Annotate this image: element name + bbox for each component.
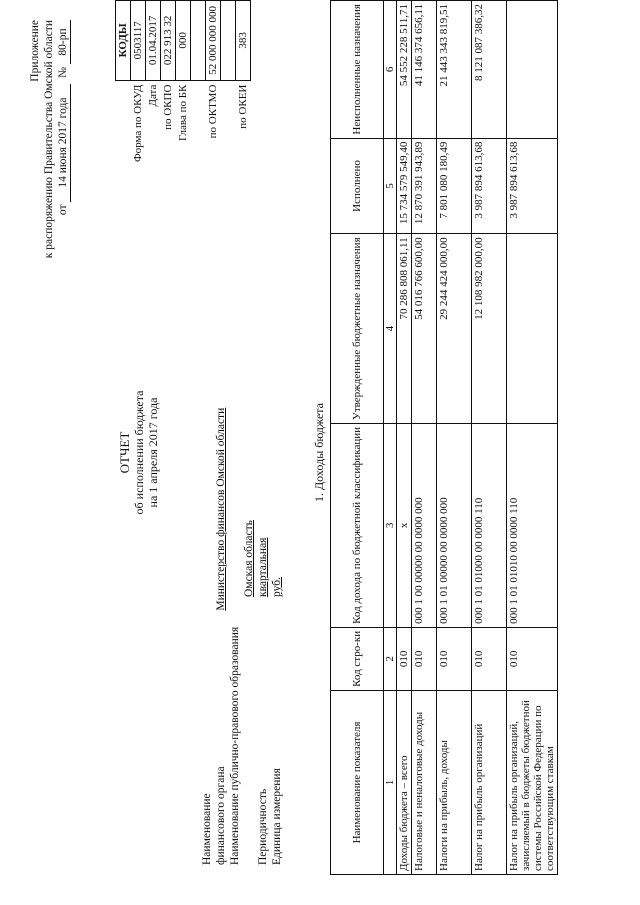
row-executed: 7 801 080 180,49	[437, 138, 472, 234]
unit-value: руб.	[271, 577, 283, 597]
col-index: 2	[384, 627, 397, 690]
row-name: Налог на прибыль организаций, зачисляемый в бюджеты бюджетной системы Российской Федерации по соответствующим ставкам	[507, 690, 558, 874]
col-index: 1	[384, 690, 397, 874]
col-header-executed: Исполнено	[331, 138, 384, 234]
code-value: 52 000 000 000	[206, 1, 221, 81]
period-label: Периодичность	[257, 788, 269, 865]
row-line: 010	[397, 627, 412, 690]
codes-header-row	[116, 1, 131, 171]
code-label: по ОКЕИ	[237, 84, 249, 129]
number-prefix: №	[57, 66, 69, 78]
row-line: 010	[412, 627, 437, 690]
fin-organ-value: Министерство финансов Омской области	[215, 407, 227, 611]
row-executed: 3 987 894 613,68	[472, 138, 507, 234]
row-approved: 70 286 808 061,11	[397, 234, 412, 424]
appendix-reference: к распоряжению Правительства Омской области	[43, 20, 55, 259]
row-line: 010	[507, 627, 558, 690]
period-value: квартальная	[257, 537, 269, 597]
row-unexecuted: 8 121 087 386,32	[472, 1, 507, 139]
fin-organ-label-1: Наименование	[201, 793, 213, 865]
row-code: 000 1 01 01000 00 0000 110	[472, 423, 507, 627]
table-row	[472, 1, 507, 875]
code-label	[221, 80, 236, 170]
section-title: 1. Доходы бюджета	[312, 403, 326, 502]
row-approved: 29 244 424 000,00	[437, 234, 472, 424]
row-name: Налоговые и неналоговые доходы	[412, 690, 437, 874]
table-row	[437, 1, 472, 875]
codes-header: КОДЫ	[116, 1, 131, 81]
code-value: 000	[176, 1, 191, 81]
row-code: 000 1 01 01010 00 0000 110	[507, 423, 558, 627]
code-label: по ОКПО	[162, 84, 174, 130]
col-header-unexecuted: Неисполненные назначения	[331, 1, 384, 139]
col-index: 5	[384, 138, 397, 234]
appendix-note	[28, 20, 71, 258]
codes-row	[131, 1, 146, 171]
mo-row	[242, 408, 256, 865]
code-value	[191, 1, 206, 81]
title-line-1: ОТЧЕТ	[117, 431, 132, 474]
table-row	[507, 1, 558, 875]
code-value: 0503117	[131, 1, 146, 81]
code-label: Дата	[147, 84, 159, 107]
code-value	[221, 1, 236, 81]
codes-box	[115, 0, 251, 170]
row-unexecuted	[507, 1, 558, 139]
row-name: Доходы бюджета – всего	[397, 690, 412, 874]
table-row	[397, 1, 412, 875]
col-index: 4	[384, 234, 397, 424]
col-header-name: Наименование показателя	[331, 690, 384, 874]
table-row	[412, 1, 437, 875]
row-name: Налоги на прибыль, доходы	[437, 690, 472, 874]
fin-organ-row	[214, 408, 228, 865]
row-code: 000 1 00 00000 00 0000 000	[412, 423, 437, 627]
row-unexecuted: 54 552 228 511,71	[397, 1, 412, 139]
unit-row	[270, 408, 284, 865]
codes-row	[236, 1, 251, 171]
date-value: 14 июня 2017 года	[56, 84, 71, 202]
code-label	[191, 80, 206, 170]
row-name: Налог на прибыль организаций	[472, 690, 507, 874]
col-header-line: Код стро-ки	[331, 627, 384, 690]
col-index: 6	[384, 1, 397, 139]
row-approved	[507, 234, 558, 424]
row-unexecuted: 21 443 343 819,51	[437, 1, 472, 139]
code-value: 022 913 32	[161, 1, 176, 81]
period-row	[256, 408, 270, 865]
row-executed: 12 870 391 943,89	[412, 138, 437, 234]
code-value: 383	[236, 1, 251, 81]
code-label: по ОКТМО	[207, 84, 219, 139]
row-unexecuted: 41 146 374 656,11	[412, 1, 437, 139]
mo-value: Омская область	[243, 520, 255, 597]
income-table-wrap	[330, 0, 558, 875]
codes-row	[161, 1, 176, 171]
codes-row	[206, 1, 221, 171]
title-line-3: на 1 апреля 2017 года	[146, 397, 160, 508]
title-line-2: об исполнении бюджета	[132, 390, 146, 515]
col-header-code: Код дохода по бюджетной классификации	[331, 423, 384, 627]
fin-organ-label-2: финансового органа	[215, 766, 227, 865]
codes-row	[191, 1, 206, 171]
codes-row	[176, 1, 191, 171]
row-code: 000 1 01 00000 00 0000 000	[437, 423, 472, 627]
mo-label: Наименование публично-правового образования	[229, 626, 241, 865]
code-label: Глава по БК	[177, 84, 189, 141]
row-executed: 15 734 579 549,40	[397, 138, 412, 234]
appendix-title: Приложение	[29, 20, 41, 82]
code-label: Форма по ОКУД	[132, 84, 144, 163]
row-approved: 54 016 766 600,00	[412, 234, 437, 424]
codes-row	[221, 1, 236, 171]
date-prefix: от	[57, 204, 69, 216]
row-code: х	[397, 423, 412, 627]
col-index: 3	[384, 423, 397, 627]
col-header-approved: Утвержденные бюджетные назначения	[331, 234, 384, 424]
row-executed: 3 987 894 613,68	[507, 138, 558, 234]
table-header-row	[331, 1, 384, 875]
unit-label: Единица измерения	[271, 768, 283, 865]
number-value: 80-рп	[56, 20, 71, 64]
codes-row	[146, 1, 161, 171]
column-index-row	[384, 1, 397, 875]
income-table	[330, 0, 558, 875]
codes-table	[115, 0, 251, 170]
report-attributes	[200, 408, 284, 865]
row-approved: 12 108 982 000,00	[472, 234, 507, 424]
row-line: 010	[472, 627, 507, 690]
appendix-date-line	[56, 20, 71, 258]
row-line: 010	[437, 627, 472, 690]
code-value: 01.04.2017	[146, 1, 161, 81]
